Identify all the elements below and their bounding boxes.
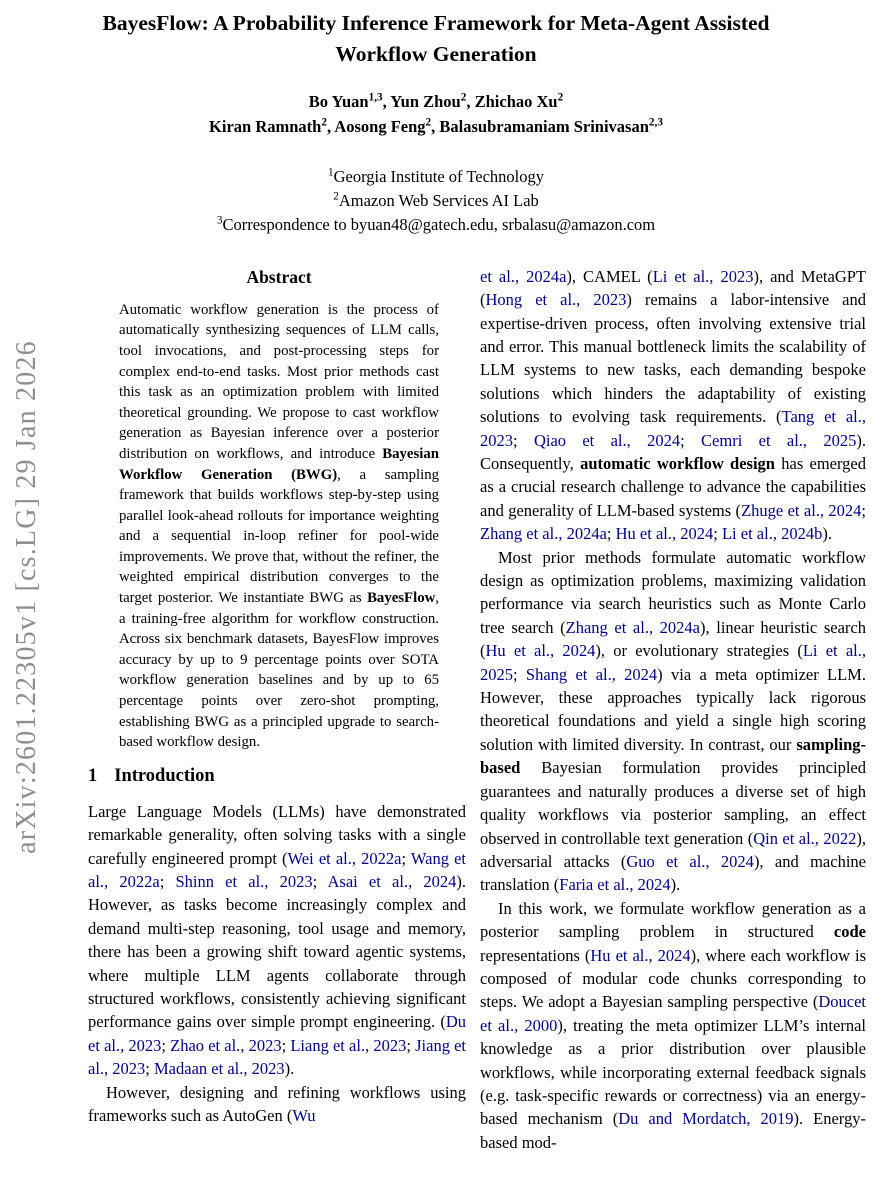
text-segment: In this work, we formulate workflow generation as a posterior sampling problem in structured (480, 898, 866, 942)
text-segment: ). (284, 1059, 295, 1079)
citation-link[interactable]: Wang et al., 2022a (88, 848, 466, 892)
text-segment: Yun Zhou (390, 92, 461, 112)
text-segment: ), linear heuristic search ( (480, 617, 867, 661)
text-segment: , a training-free algorithm for workflow construction. Across six benchmark datasets, BayesFlow improves accuracy by up to 9 percentage points over SOTA workflow generation baselines and by up to 65 percentage points over zero-shot prompting, establishing BWG as a principled upgrade to search-based workflow design. (119, 590, 439, 751)
text-segment: 2 (321, 116, 327, 129)
abstract-section (119, 267, 439, 753)
text-segment: Balasubramaniam Srinivasan (439, 116, 649, 136)
citation-link[interactable]: et al., 2024a (480, 266, 567, 286)
text-segment: However, designing and refining workflows using frameworks such as AutoGen ( (88, 1082, 466, 1126)
text-segment: ), treating the meta optimizer LLM’s internal knowledge as a prior distribution over plausible workflows, while incorporating external feedback signals (e.g. task-specific rewards or correctness) via an energy-based mechanism ( (480, 1015, 866, 1129)
abstract-heading: Abstract (246, 266, 312, 287)
citation-link[interactable]: Hu et al., 2024 (485, 641, 596, 661)
paper-header (0, 8, 872, 238)
text-segment: , (431, 116, 440, 136)
text-segment: ; (145, 1059, 155, 1079)
text-segment: ), and MetaGPT ( (480, 266, 866, 310)
text-segment: ; (159, 872, 176, 892)
citation-link[interactable]: Shinn et al., 2023 (175, 872, 313, 892)
section-heading-introduction (88, 766, 466, 787)
text-segment: 1,3 (368, 91, 383, 104)
text-segment: ). (670, 875, 681, 895)
citation-link[interactable]: Li et al., 2025 (480, 641, 866, 684)
affiliation-2 (0, 189, 872, 213)
authors-line-1 (0, 90, 872, 115)
text-segment: 3 (216, 214, 223, 227)
citation-link[interactable]: Doucet et al., 2000 (480, 992, 866, 1035)
text-segment: Correspondence to byuan48@gatech.edu, srbalasu@amazon.com (222, 215, 656, 235)
citation-link[interactable]: Zhao et al., 2023 (170, 1035, 282, 1055)
citation-link[interactable]: Zhang et al., 2024a (480, 524, 607, 544)
intro-paragraph-2-right (480, 265, 866, 546)
left-column (88, 265, 466, 1128)
text-segment: ; (281, 1035, 291, 1055)
text-segment: ; (713, 524, 722, 544)
right-column (480, 265, 866, 1154)
citation-link[interactable]: Madaan et al., 2023 (154, 1059, 285, 1079)
text-segment: ; (513, 430, 534, 450)
affiliation-3 (0, 213, 872, 237)
text-segment: ), and machine translation ( (480, 851, 866, 895)
text-segment: ; (312, 872, 328, 892)
text-segment: code (833, 922, 866, 942)
text-segment: ; (406, 1035, 416, 1055)
text-segment: Bayesian Workflow Generation (BWG) (119, 445, 439, 483)
text-segment: ) remains a labor-intensive and expertise-driven process, often involving extensive trial and error. This manual bottleneck limits the scalability of LLM systems to new tasks, each demanding bespoke solutions which hinders the adaptability of existing solutions to evolving task requirements. ( (480, 290, 866, 427)
two-column-body (88, 265, 866, 1154)
text-segment: Zhichao Xu (474, 92, 558, 112)
text-segment: ; (161, 1035, 171, 1055)
citation-link[interactable]: Wei et al., 2022a (287, 848, 402, 868)
citation-link[interactable]: Hu et al., 2024 (590, 945, 691, 965)
text-segment: Bo Yuan (308, 92, 369, 112)
intro-paragraph-2-left (88, 1081, 466, 1128)
text-segment: ; (401, 848, 411, 868)
text-segment: Georgia Institute of Technology (333, 166, 544, 186)
citation-link[interactable]: Qiao et al., 2024 (533, 430, 681, 450)
paper-title: BayesFlow: A Probability Inference Framework for Meta-Agent Assisted Workflow Generation (102, 11, 770, 66)
citation-link[interactable]: Du et al., 2023 (88, 1012, 466, 1055)
text-segment: 1 (327, 166, 334, 179)
text-segment: Automatic workflow generation is the process of automatically synthesizing sequences of LLM calls, tool invocations, and post-processing steps for complex end-to-end tasks. Most prior methods cast this task as an optimization problem with limited theoretical grounding. We propose to cast workflow generation as Bayesian inference over a posterior distribution on workflows, and introduce (119, 301, 439, 462)
citation-link[interactable]: Wu (292, 1106, 316, 1126)
affiliation-1 (0, 165, 872, 189)
intro-paragraph-4 (480, 897, 866, 1154)
text-segment: ), where each workflow is composed of modular code chunks corresponding to steps. We adopt a Bayesian sampling perspective ( (480, 945, 867, 1012)
text-segment: Kiran Ramnath (209, 116, 322, 136)
text-segment: , a sampling framework that builds workflows step-by-step using parallel look-ahead rollouts for importance weighting and a sequential in-loop refiner for pool-wide improvements. We prove that, without the refiner, the weighted empirical distribution converges to the target posterior. We instantiate BWG as (119, 466, 439, 607)
authors-line-2 (0, 115, 872, 140)
arxiv-watermark: arXiv:2601.22305v1 [cs.LG] 29 Jan 2026 (11, 340, 42, 854)
citation-link[interactable]: Zhuge et al., 2024 (741, 500, 862, 520)
text-segment: Large Language Models (LLMs) have demonstrated remarkable generality, often solving tasks with a single carefully engineered prompt ( (88, 801, 466, 868)
intro-paragraph-3 (480, 546, 866, 897)
citation-link[interactable]: Shang et al., 2024 (525, 664, 658, 684)
citation-link[interactable]: Cemri et al., 2025 (701, 430, 857, 450)
citation-link[interactable]: Hong et al., 2023 (485, 290, 627, 310)
section-number: 1 (88, 765, 98, 786)
text-segment: ) via a meta optimizer LLM. However, these approaches typically lack rigorous theoretical foundations and yield a single high scoring solution with limited diversity. In contrast, our (480, 664, 866, 754)
text-segment: 2 (557, 91, 564, 104)
text-segment: 2 (460, 91, 467, 104)
abstract-text (119, 300, 439, 753)
text-segment: Bayesian formulation provides principled guarantees and naturally produces a diverse set of high quality workflows via posterior sampling, an effect observed in controllable text generation ( (480, 758, 866, 848)
text-segment: Amazon Web Services AI Lab (338, 190, 539, 210)
citation-link[interactable]: Zhang et al., 2024a (565, 617, 701, 637)
text-segment: 2,3 (648, 116, 663, 129)
text-segment: sampling-based (480, 734, 866, 778)
text-segment: ), or evolutionary strategies ( (595, 641, 803, 661)
text-segment: , (466, 92, 475, 112)
text-segment: , (382, 92, 391, 112)
section-title: Introduction (114, 765, 215, 786)
text-segment: Aosong Feng (334, 116, 426, 136)
citation-link[interactable]: Jiang et al., 2023 (88, 1035, 467, 1079)
citation-link[interactable]: Liang et al., 2023 (290, 1035, 407, 1055)
text-segment: ). However, as tasks become increasingly complex and demand multi-step reasoning, tool usage and memory, there has been a growing shift toward agentic systems, where multiple LLM agents collaborate through structured workflows, consistently achieving significant performance gains over simple prompt engineering. ( (88, 872, 467, 1032)
intro-paragraph-1 (88, 800, 466, 1081)
text-segment: has emerged as a crucial research challenge to advance the capabilities and generality of LLM-based systems ( (480, 454, 867, 520)
text-segment: ; (606, 524, 616, 544)
text-segment: ; (680, 430, 702, 450)
text-segment: ), adversarial attacks ( (480, 828, 866, 871)
text-segment: 2 (333, 190, 339, 203)
citation-link[interactable]: Guo et al., 2024 (626, 851, 754, 871)
citation-link[interactable]: Li et al., 2023 (652, 266, 754, 286)
text-segment: Most prior methods formulate automatic workflow design as optimization problems, maximizing validation performance via search heuristics such as Monte Carlo tree search ( (480, 547, 866, 637)
citation-link[interactable]: Li et al., 2024b (721, 524, 823, 544)
citation-link[interactable]: Du and Mordatch, 2019 (618, 1109, 794, 1129)
authors-block (0, 90, 872, 140)
text-segment: representations ( (480, 945, 591, 965)
text-segment: ). Energy-based mod- (480, 1109, 867, 1152)
affiliations-block (0, 165, 872, 238)
text-segment: BayesFlow (367, 590, 436, 607)
citation-link[interactable]: Faria et al., 2024 (559, 875, 671, 895)
text-segment: automatic workflow design (580, 454, 775, 473)
citation-link[interactable]: Hu et al., 2024 (615, 524, 714, 544)
citation-link[interactable]: Asai et al., 2024 (327, 872, 457, 892)
text-segment: ). Consequently, (480, 430, 867, 473)
text-segment: ). (822, 524, 832, 544)
text-segment: 2 (425, 116, 432, 129)
text-segment: , (326, 116, 335, 136)
citation-link[interactable]: Tang et al., 2023 (480, 407, 866, 450)
text-segment: ; (861, 500, 866, 520)
text-segment: ), CAMEL ( (566, 266, 653, 286)
text-segment: ; (513, 664, 526, 684)
citation-link[interactable]: Qin et al., 2022 (753, 828, 857, 848)
